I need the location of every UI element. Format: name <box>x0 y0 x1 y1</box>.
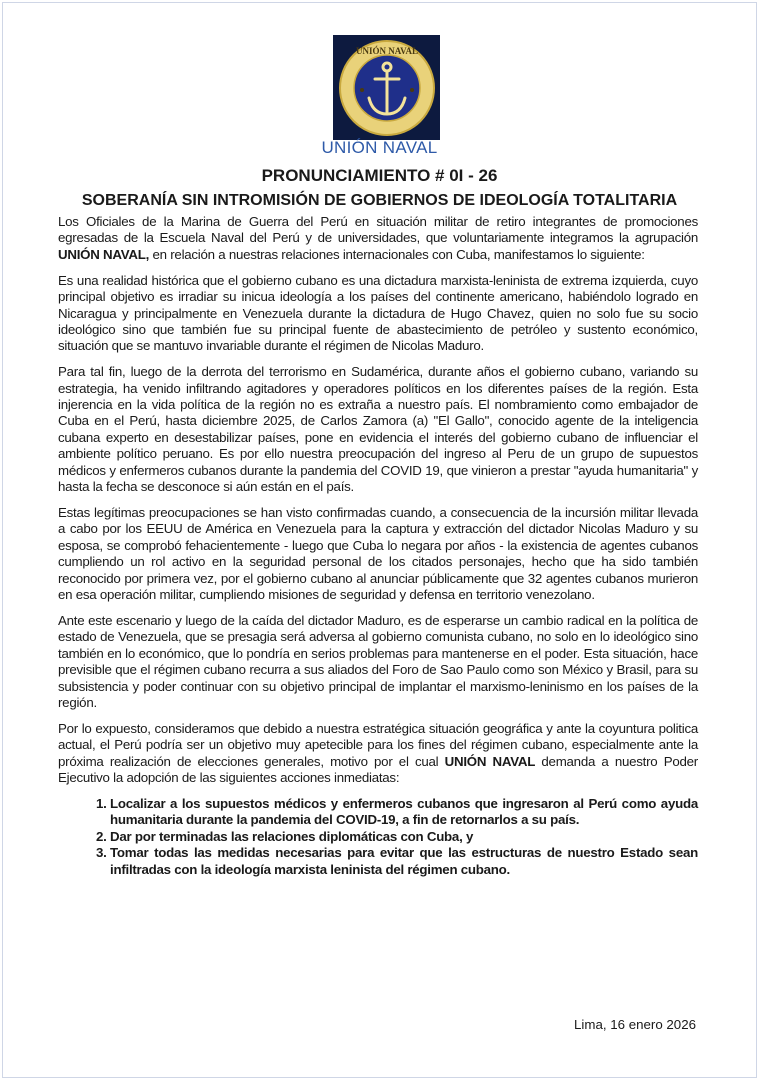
signature-date: Lima, 16 enero 2026 <box>574 1017 696 1032</box>
text: Los Oficiales de la Marina de Guerra del Perú en situación militar de retiro integrantes de promociones egresadas de la Escuela Naval del Perú y de universidades, que voluntariamente integramos la agrupación <box>58 214 698 246</box>
action-item: 1. Localizar a los supuestos médicos y enfermeros cubanos que ingresaron al Perú como ayuda humanitaria durante la pandemia del COVID-19, a fin de retornarlos a su país. <box>110 796 698 829</box>
paragraph-4: Estas legítimas preocupaciones se han visto confirmadas cuando, a consecuencia de la incursión militar llevada a cabo por los EEUU de América en Venezuela para la captura y extracción del dictador Nicolas Maduro y su esposa, se comprobó fehacientemente - luego que Cuba lo negara por años - la existencia de agentes cubanos cumpliendo un rol activo en la seguridad personal de los citados personajes, hecho que ha sido también reconocido por primera vez, por el gobierno cubano al anunciar públicamente que 32 agentes cubanos murieron en esa operación militar, cumpliendo misiones de seguridad y defensa en territorio venezolano. <box>58 505 698 603</box>
paragraph-5: Ante este escenario y luego de la caída del dictador Maduro, es de esperarse un cambio radical en la política de estado de Venezuela, que se presagia será adversa al gobierno comunista cubano, no solo en lo ideológico sino también en lo económico, que lo pondría en serios problemas para mantenerse en el poder. Esta situación, hace previsible que el régimen cubano recurra a sus aliados del Foro de Sao Paulo como son México y Brasil, para su subsistencia y poder continuar con su objetivo principal de implantar el marxismo-leninismo en los países de la región. <box>58 612 698 710</box>
paragraph-1 <box>58 214 698 263</box>
anchor-seal-icon <box>337 38 437 138</box>
bold-org-name: UNIÓN NAVAL, <box>58 246 150 262</box>
union-naval-logo <box>333 35 440 140</box>
text: en relación a nuestras relaciones internacionales con Cuba, manifestamos lo siguiente: <box>149 246 645 262</box>
paragraph-3: Para tal fin, luego de la derrota del terrorismo en Sudamérica, durante años el gobierno cubano, variando su estrategia, ha venido infiltrando agitadores y operadores políticos en los diferentes países de la región. Esta injerencia en la vida política de la región no es extraña a nuestro país. El nombramiento como embajador de Cuba en el Perú, hasta diciembre 2025, de Carlos Zamora (a) "El Gallo", conocido agente de la inteligencia cubana experto en desestabilizar países, pone en evidencia el interés del gobierno cubano de influenciar el ambiente político peruano. Es por ello nuestra preocupación del ingreso al Peru de un grupo de supuestos médicos y enfermeros cubanos durante la pandemia del COVID 19, que vinieron a prestar "ayuda humanitaria" y hasta la fecha se desconoce si aún están en el país. <box>58 364 698 495</box>
paragraph-6 <box>58 721 698 787</box>
text: demanda a nuestro Poder Ejecutivo la adopción de las siguientes acciones inmediatas: <box>58 753 698 786</box>
action-item: 3. Tomar todas las medidas necesarias para evitar que las estructuras de nuestro Estado sean infiltradas con la ideología marxista leninista del régimen cubano. <box>110 845 698 878</box>
document-subtitle: SOBERANÍA SIN INTROMISIÓN DE GOBIERNOS DE IDEOLOGÍA TOTALITARIA <box>81 192 678 209</box>
document-body <box>58 214 698 878</box>
paragraph-2: Es una realidad histórica que el gobierno cubano es una dictadura marxista-leninista de extrema izquierda, cuyo principal objetivo es irradiar su inicua ideología a los países del continente americano, habiéndolo logrado en Nicaragua y principalmente en Venezuela durante la dictadura de Hugo Chavez, quien no solo fue su socio ideológico sino que también fue su principal fuente de abastecimiento de petróleo y sustento económico, situación que se mantuvo invariable durante el régimen de Nicolas Maduro. <box>58 272 698 354</box>
document-title: PRONUNCIAMIENTO # 0I - 26 <box>261 166 498 185</box>
text: Por lo expuesto, consideramos que debido a nuestra estratégica situación geográfica y ante la coyuntura politica actual, el Perú podría ser un objetivo muy apetecible para los fines del régimen cubano, especialmente ante la próxima realización de elecciones generales, motivo por el cual <box>58 720 698 769</box>
svg-text:UNIÓN NAVAL: UNIÓN NAVAL <box>355 45 418 56</box>
organization-name: UNIÓN NAVAL <box>321 138 438 157</box>
actions-list <box>58 796 698 878</box>
bold-org-name: UNIÓN NAVAL <box>444 753 536 769</box>
action-item: 2. Dar por terminadas las relaciones diplomáticas con Cuba, y <box>110 829 698 845</box>
